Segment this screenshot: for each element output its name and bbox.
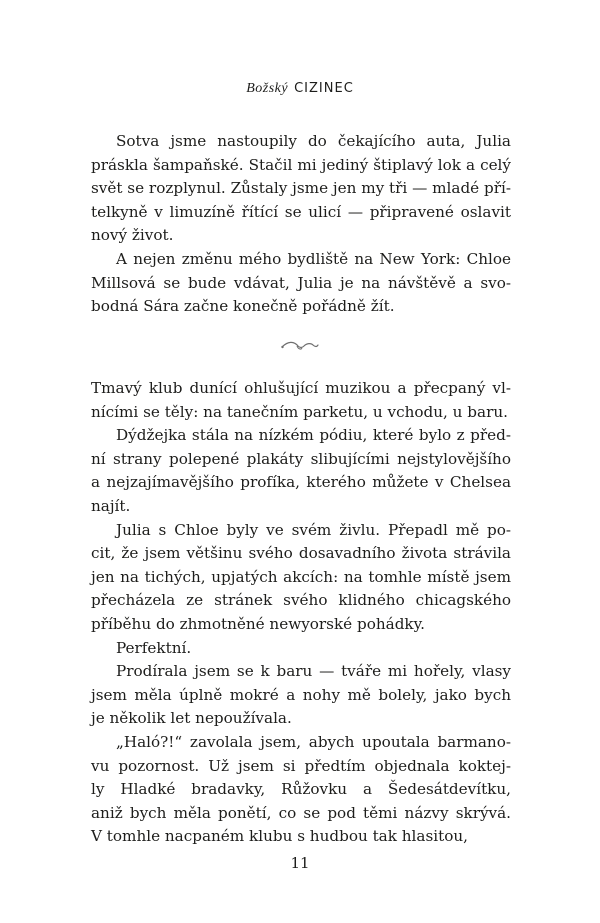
text-line: Millsová se bude vdávat, Julia je na návštěvě a svo- bbox=[91, 273, 511, 292]
text-line: cit, že jsem většinu svého dosavadního života strávila bbox=[91, 544, 511, 563]
text-line: vu pozornost. Už jsem si předtím objednala koktej- bbox=[91, 756, 511, 775]
paragraph bbox=[91, 660, 511, 731]
running-head bbox=[0, 79, 600, 98]
paragraph bbox=[91, 731, 511, 849]
text-line: ní strany polepené plakáty slibujícími nejstylovějšího bbox=[91, 449, 511, 468]
text-line: telkyně v limuzíně řítící se ulicí — připravené oslavit bbox=[91, 202, 511, 221]
text-line: Julia s Chloe byly ve svém živlu. Přepadl mě po- bbox=[116, 520, 511, 539]
text-line: Prodírala jsem se k baru — tváře mi hořely, vlasy bbox=[116, 662, 511, 681]
text-line: aniž bych měla ponětí, co se pod těmi názvy skrývá. bbox=[91, 803, 511, 822]
running-head-script: Božský bbox=[246, 81, 289, 96]
text-line: bodná Sára začne konečně pořádně žít. bbox=[91, 297, 395, 316]
text-line: nícími se těly: na tanečním parketu, u vchodu, u baru. bbox=[91, 402, 508, 421]
text-line: Dýdžejka stála na nízkém pódiu, které bylo z před- bbox=[116, 426, 511, 445]
text-line: najít. bbox=[91, 496, 131, 515]
text-line: Perfektní. bbox=[116, 638, 192, 657]
text-section-1 bbox=[91, 130, 511, 319]
page-number: 11 bbox=[290, 854, 310, 872]
text-line: svět se rozplynul. Zůstaly jsme jen my tři — mladé pří- bbox=[91, 179, 511, 198]
text-line: „Haló?!“ zavolala jsem, abych upoutala barmano- bbox=[116, 732, 511, 751]
text-line: a nejzajímavějšího profíka, kterého můžete v Chelsea bbox=[91, 473, 511, 492]
text-line: práskla šampaňské. Stačil mi jediný štiplavý lok a celý bbox=[91, 155, 511, 174]
text-line: příběhu do zhmotněné newyorské pohádky. bbox=[91, 614, 426, 633]
text-line: jen na tichých, upjatých akcích: na tomhle místě jsem bbox=[91, 567, 511, 586]
text-section-2 bbox=[91, 377, 511, 849]
text-line: Sotva jsme nastoupily do čekajícího auta, Julia bbox=[116, 132, 511, 150]
running-head-title: CIZINEC bbox=[294, 81, 354, 96]
text-line: přecházela ze stránek svého klidného chicagského bbox=[91, 591, 511, 610]
paragraph bbox=[91, 424, 511, 518]
text-line: je několik let nepoužívala. bbox=[91, 709, 292, 728]
paragraph bbox=[91, 248, 511, 319]
text-line: nový život. bbox=[91, 226, 174, 245]
paragraph bbox=[91, 377, 511, 424]
text-line: V tomhle nacpaném klubu s hudbou tak hlasitou, bbox=[91, 827, 468, 846]
swash-ornament-icon bbox=[280, 338, 320, 352]
text-line: ly Hladké bradavky, Růžovku a Šedesátdevítku, bbox=[91, 780, 511, 799]
paragraph bbox=[91, 637, 511, 661]
paragraph bbox=[91, 130, 511, 248]
text-line: jsem měla úplně mokré a nohy mě bolely, jako bych bbox=[91, 685, 511, 704]
paragraph bbox=[91, 519, 511, 637]
text-line: A nejen změnu mého bydliště na New York: Chloe bbox=[116, 249, 511, 268]
text-line: Tmavý klub dunící ohlušující muzikou a přecpaný vl- bbox=[91, 379, 511, 397]
